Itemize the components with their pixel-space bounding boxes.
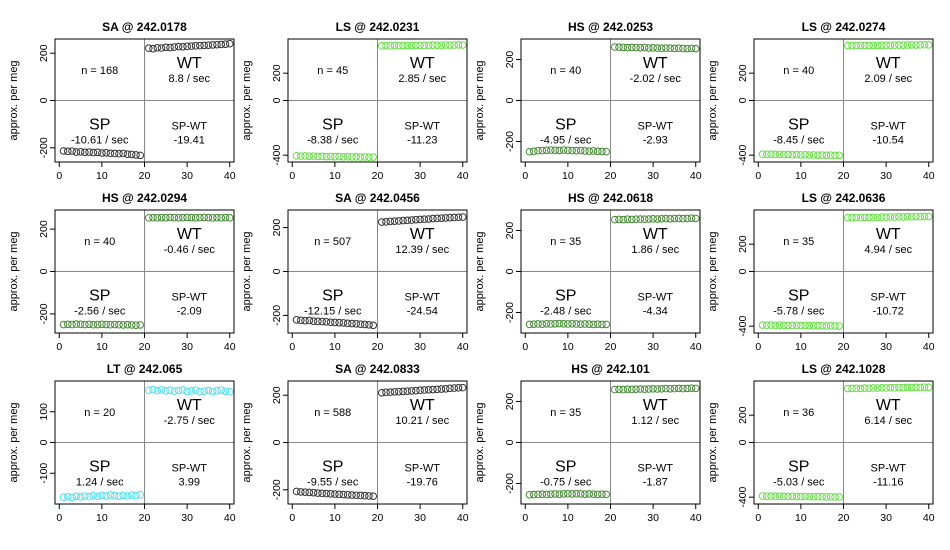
y-axis-label: approx. per meg [8,402,20,483]
chart-panel [0,0,237,182]
x-tick-label: 10 [562,512,574,524]
x-tick-label: 0 [755,341,762,353]
diff-label: SP-WT [404,462,440,475]
x-tick-label: 0 [56,512,63,524]
x-tick-label: 30 [880,512,892,524]
y-tick-label: -200 [504,130,516,153]
y-tick-label: -400 [737,144,749,166]
wt-rate: 2.09 / sec [864,72,913,85]
chart-panel [466,342,703,524]
diff-value: 3.99 [178,476,200,489]
y-tick-label: 200 [38,44,50,62]
y-axis-label: approx. per meg [8,60,20,141]
x-tick-label: 40 [223,512,236,524]
data-point [925,384,932,391]
y-tick-label: 0 [38,268,50,275]
chart-title: HS @ 242.0618 [567,191,654,205]
n-label: n = 35 [783,235,815,248]
sp-label: SP [322,287,344,305]
x-tick-label: 40 [689,341,702,353]
sp-label: SP [89,116,111,134]
chart-svg [699,0,936,182]
diff-value: -10.72 [872,305,904,318]
x-tick-label: 20 [371,170,384,182]
diff-label: SP-WT [171,291,207,304]
chart-title: LS @ 242.0274 [801,20,886,34]
diff-value: -19.41 [173,134,205,147]
y-tick-label: -200 [271,479,283,501]
wt-rate: 6.14 / sec [864,414,913,427]
chart-title: LS @ 242.0231 [335,20,420,34]
diff-value: -1.87 [642,476,668,489]
x-tick-label: 40 [456,512,469,524]
diff-label: SP-WT [870,462,906,475]
x-tick-label: 20 [837,512,850,524]
y-tick-label: 0 [271,97,283,104]
sp-label: SP [322,458,344,476]
x-tick-label: 0 [289,170,296,182]
diff-value: -24.54 [406,305,438,318]
x-tick-label: 20 [138,341,151,353]
chart-panel [699,342,936,524]
y-axis-label: approx. per meg [707,231,719,312]
chart-panel [0,342,237,524]
n-label: n = 40 [783,64,815,77]
wt-label: WT [409,54,435,72]
sp-rate: -0.75 / sec [540,476,592,489]
wt-label: WT [409,225,435,243]
data-point [137,152,144,159]
wt-rate: -2.75 / sec [163,414,215,427]
n-label: n = 20 [84,406,116,419]
y-tick-label: -200 [38,303,50,325]
x-tick-label: 10 [329,512,341,524]
data-point [925,42,932,49]
x-tick-label: 40 [689,170,702,182]
x-tick-label: 40 [223,341,236,353]
y-axis-label: approx. per meg [707,402,719,483]
y-tick-label: 0 [504,268,516,275]
y-axis-label: approx. per meg [241,231,253,312]
sp-rate: -8.38 / sec [307,134,359,147]
y-axis-label: approx. per meg [474,231,486,312]
sp-rate: -5.03 / sec [773,476,825,489]
y-tick-label: 200 [504,392,516,411]
y-tick-label: -400 [737,486,749,508]
chart-panel [233,0,470,182]
x-tick-label: 40 [689,512,702,524]
data-point [836,323,843,330]
x-tick-label: 0 [522,170,529,182]
chart-title: LT @ 242.065 [106,362,183,376]
n-label: n = 40 [550,64,582,77]
data-point [137,491,144,498]
x-tick-label: 30 [414,170,426,182]
y-tick-label: -400 [271,144,283,166]
chart-svg [699,342,936,524]
data-point [69,494,76,501]
data-point [836,152,843,159]
x-tick-label: 30 [880,341,892,353]
y-tick-label: -200 [504,301,516,324]
x-tick-label: 30 [647,512,659,524]
x-tick-label: 0 [522,341,529,353]
wt-label: WT [176,54,202,72]
wt-rate: 12.39 / sec [395,243,450,256]
x-tick-label: 30 [880,170,892,182]
chart-svg [699,171,936,353]
diff-value: -10.54 [872,134,904,147]
sp-rate: -12.15 / sec [304,305,362,318]
data-point [603,148,610,155]
wt-label: WT [875,225,901,243]
diff-label: SP-WT [404,291,440,304]
y-tick-label: 0 [38,439,50,446]
x-tick-label: 0 [56,341,63,353]
diff-label: SP-WT [637,120,673,133]
x-tick-label: 20 [138,170,151,182]
x-tick-label: 10 [96,512,108,524]
x-tick-label: 0 [755,170,762,182]
chart-title: SA @ 242.0178 [102,20,187,34]
wt-label: WT [642,396,668,414]
wt-label: WT [642,225,668,243]
n-label: n = 36 [783,406,815,419]
y-tick-label: 0 [504,439,516,446]
wt-rate: 10.21 / sec [395,414,450,427]
y-tick-label: 200 [737,235,749,253]
n-label: n = 45 [317,64,349,77]
diff-value: -4.34 [642,305,668,318]
wt-label: WT [875,54,901,72]
x-tick-label: 10 [329,341,341,353]
chart-svg [0,171,237,353]
wt-rate: 4.94 / sec [864,243,913,256]
x-tick-label: 30 [414,512,426,524]
data-point [925,213,932,220]
x-tick-label: 0 [755,512,762,524]
y-tick-label: -200 [504,472,516,495]
diff-value: -2.09 [176,305,202,318]
chart-title: LS @ 242.0636 [801,191,886,205]
y-tick-label: -100 [38,462,50,484]
y-tick-label: 200 [504,221,516,240]
x-tick-label: 10 [795,170,807,182]
data-point [603,491,610,498]
data-point [370,154,377,161]
chart-svg [466,0,703,182]
chart-panel [699,0,936,182]
diff-label: SP-WT [870,120,906,133]
data-point [137,322,144,329]
sp-label: SP [555,458,577,476]
data-point [370,322,377,329]
chart-panel [466,171,703,353]
diff-value: -19.76 [406,476,438,489]
sp-rate: -4.95 / sec [540,134,592,147]
x-tick-label: 20 [604,341,617,353]
x-tick-label: 20 [604,512,617,524]
sp-rate: -8.45 / sec [773,134,825,147]
n-label: n = 507 [314,235,352,248]
wt-rate: 8.8 / sec [168,72,211,85]
x-tick-label: 0 [522,512,529,524]
chart-svg [233,0,470,182]
x-tick-label: 40 [922,341,935,353]
y-tick-label: 100 [38,402,50,421]
chart-svg [0,0,237,182]
sp-rate: -10.61 / sec [71,134,129,147]
y-axis-label: approx. per meg [474,60,486,141]
n-label: n = 588 [314,406,352,419]
y-tick-label: -200 [271,304,283,326]
y-tick-label: -200 [38,137,50,159]
wt-label: WT [409,396,435,414]
sp-label: SP [89,287,111,305]
sp-label: SP [89,458,111,476]
x-tick-label: 30 [181,512,193,524]
diff-label: SP-WT [171,120,207,133]
sp-label: SP [788,116,810,134]
x-tick-label: 30 [647,170,659,182]
wt-label: WT [176,225,202,243]
chart-panel [699,171,936,353]
x-tick-label: 10 [562,170,574,182]
sp-rate: -2.48 / sec [540,305,592,318]
y-tick-label: 0 [504,97,516,104]
sp-rate: -2.56 / sec [74,305,126,318]
y-tick-label: 0 [271,268,283,275]
wt-label: WT [875,396,901,414]
sp-label: SP [788,287,810,305]
sp-label: SP [555,116,577,134]
chart-svg [466,342,703,524]
x-tick-label: 20 [371,341,384,353]
x-tick-label: 40 [223,170,236,182]
y-axis-label: approx. per meg [474,402,486,483]
x-tick-label: 30 [414,341,426,353]
data-point [370,493,377,500]
y-tick-label: 200 [271,64,283,82]
x-tick-label: 40 [456,170,469,182]
x-tick-label: 30 [181,341,193,353]
x-tick-label: 20 [138,512,151,524]
chart-svg [0,342,237,524]
data-point [192,387,199,394]
y-tick-label: 0 [737,97,749,104]
y-tick-label: 200 [271,218,283,237]
x-tick-label: 20 [371,512,384,524]
y-tick-label: 200 [737,64,749,82]
wt-rate: 1.12 / sec [631,414,680,427]
x-tick-label: 30 [647,341,659,353]
wt-rate: 1.86 / sec [631,243,680,256]
x-tick-label: 0 [56,170,63,182]
x-tick-label: 20 [604,170,617,182]
n-label: n = 168 [81,64,119,77]
data-point [836,494,843,501]
x-tick-label: 40 [922,512,935,524]
x-tick-label: 0 [289,512,296,524]
x-tick-label: 10 [96,341,108,353]
y-axis-label: approx. per meg [707,60,719,141]
x-tick-label: 40 [922,170,935,182]
y-axis-label: approx. per meg [241,402,253,483]
y-tick-label: 200 [737,406,749,424]
diff-label: SP-WT [637,291,673,304]
diff-value: -11.23 [407,134,438,147]
sp-rate: 1.24 / sec [75,476,124,489]
y-tick-label: 0 [271,439,283,446]
chart-svg [233,171,470,353]
n-label: n = 35 [550,235,582,248]
diff-label: SP-WT [171,462,207,475]
x-tick-label: 20 [837,341,850,353]
diff-label: SP-WT [637,462,673,475]
y-tick-label: 0 [737,439,749,446]
y-tick-label: 0 [737,268,749,275]
n-label: n = 35 [550,406,582,419]
wt-label: WT [642,54,668,72]
chart-title: HS @ 242.0253 [567,20,654,34]
diff-label: SP-WT [870,291,906,304]
chart-title: HS @ 242.101 [571,362,650,376]
sp-label: SP [555,287,577,305]
x-tick-label: 10 [96,170,108,182]
chart-title: SA @ 242.0833 [335,362,420,376]
x-tick-label: 0 [289,341,296,353]
data-point [603,321,610,328]
chart-panel [233,171,470,353]
sp-label: SP [322,116,344,134]
wt-rate: -2.02 / sec [629,72,681,85]
x-tick-label: 10 [795,512,807,524]
chart-panel [233,342,470,524]
x-tick-label: 10 [329,170,341,182]
diff-value: -11.16 [873,476,904,489]
wt-label: WT [176,396,202,414]
chart-svg [466,171,703,353]
x-tick-label: 10 [795,341,807,353]
x-tick-label: 10 [562,341,574,353]
y-tick-label: 200 [271,386,283,404]
x-tick-label: 20 [837,170,850,182]
chart-panel [466,0,703,182]
chart-panel [0,171,237,353]
y-axis-label: approx. per meg [8,231,20,312]
x-tick-label: 40 [456,341,469,353]
data-point [180,387,187,394]
sp-rate: -9.55 / sec [307,476,359,489]
y-tick-label: 200 [504,50,516,69]
y-tick-label: -400 [737,315,749,337]
x-tick-label: 30 [181,170,193,182]
y-tick-label: 0 [38,97,50,104]
y-tick-label: 200 [38,220,50,238]
diff-value: -2.93 [642,134,668,147]
y-axis-label: approx. per meg [241,60,253,141]
chart-title: HS @ 242.0294 [101,191,188,205]
wt-rate: -0.46 / sec [163,243,215,256]
diff-label: SP-WT [404,120,440,133]
chart-title: LS @ 242.1028 [801,362,886,376]
sp-rate: -5.78 / sec [773,305,825,318]
wt-rate: 2.85 / sec [398,72,447,85]
chart-svg [233,342,470,524]
chart-title: SA @ 242.0456 [335,191,420,205]
sp-label: SP [788,458,810,476]
n-label: n = 40 [84,235,116,248]
